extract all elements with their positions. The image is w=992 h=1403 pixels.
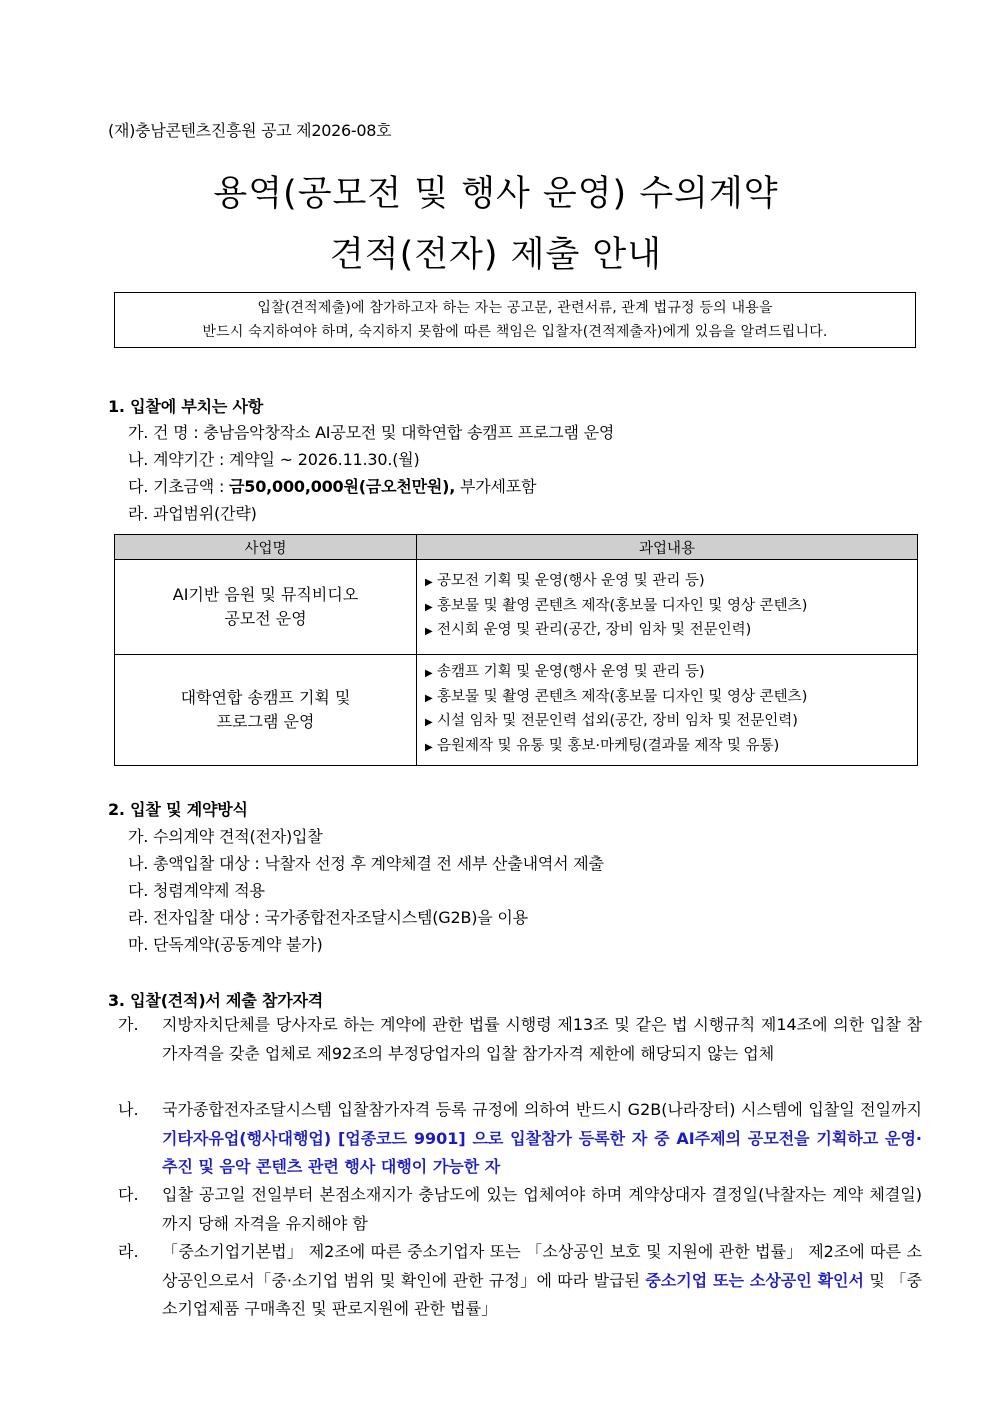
header-project-name: 사업명	[115, 535, 417, 560]
caution-line-1: 입찰(견적제출)에 참가하고자 하는 자는 공고문, 관련서류, 관계 법규정 등의 내용을	[257, 300, 773, 316]
section2-item: 가. 수의계약 견적(전자)입찰	[128, 827, 323, 846]
section3-heading: 3. 입찰(견적)서 제출 참가자격	[108, 991, 323, 1010]
item-text: 입찰 공고일 전일부터 본점소재지가 충남도에 있는 업체여야 하며 계약상대자 결정일(낙찰자는 계약 체결일)까지 당해 자격을 유지해야 함	[162, 1185, 922, 1233]
eligibility-item-b	[118, 1096, 922, 1182]
scope-table	[114, 534, 918, 766]
caution-notice-box	[114, 292, 916, 348]
bullet-icon: ▶	[425, 577, 433, 589]
task-content-cell	[417, 655, 918, 766]
task-item: ▶ 음원제작 및 유통 및 홍보·마케팅(결과물 제작 및 유통)	[425, 735, 909, 760]
task-item: ▶ 시설 임차 및 전문인력 섭외(공간, 장비 임차 및 전문인력)	[425, 710, 909, 735]
budget-label: 다. 기초금액 :	[128, 477, 230, 496]
eligibility-item-a	[118, 1011, 922, 1068]
project-name-cell	[115, 560, 417, 655]
task-item: ▶ 송캠프 기획 및 운영(행사 운영 및 관리 등)	[425, 661, 909, 686]
item-text: 지방자치단체를 당사자로 하는 계약에 관한 법률 시행령 제13조 및 같은 법 시행규칙 제14조에 의한 입찰 참가자격을 갖춘 업체로 제92조의 부정당업자의 입찰 참가자격 제한에 해당되지 않는 업체	[162, 1015, 922, 1063]
section2-item: 라. 전자입찰 대상 : 국가종합전자조달시스템(G2B)을 이용	[128, 908, 528, 927]
section1-item-title: 가. 건 명 : 충남음악창작소 AI공모전 및 대학연합 송캠프 프로그램 운영	[128, 423, 615, 442]
project-name-cell	[115, 655, 417, 766]
budget-vat: 부가세포함	[455, 477, 537, 496]
notice-number: (재)충남콘텐츠진흥원 공고 제2026-08호	[108, 121, 392, 140]
scope-table-header	[115, 535, 918, 560]
item-label: 다.	[118, 1185, 139, 1204]
document-title-line2: 견적(전자) 제출 안내	[329, 235, 663, 275]
bullet-icon: ▶	[425, 717, 433, 728]
bullet-icon: ▶	[425, 626, 433, 638]
item-label: 라.	[118, 1242, 139, 1261]
item-text: 「중소기업기본법」 제2조에 따른 중소기업자 또는 「소상공인 보호 및 지원에 관한 법률」 제2조에 따른 소상공인으로서「중·소기업 범위 및 확인에 관한 규정」에 따라 발급된 중소기업 또는 소상공인 확인서 및 「중소기업제품 구매촉진 및 판로지원에 관한 법률」	[162, 1242, 922, 1318]
budget-amount: 금50,000,000원(금오천만원),	[229, 477, 456, 496]
bullet-icon: ▶	[425, 601, 433, 613]
task-item: ▶ 홍보물 및 촬영 콘텐츠 제작(홍보물 디자인 및 영상 콘텐츠)	[425, 595, 909, 620]
sme-certificate: 중소기업 또는 소상공인 확인서	[645, 1270, 864, 1290]
bullet-icon: ▶	[425, 741, 433, 753]
section2-item: 다. 청렴계약제 적용	[128, 881, 265, 900]
caution-line-2: 반드시 숙지하여야 하며, 숙지하지 못함에 따른 책임은 입찰자(견적제출자)에게 있음을 알려드립니다.	[202, 324, 828, 340]
section2-heading: 2. 입찰 및 계약방식	[108, 800, 248, 819]
item-label: 가.	[118, 1015, 139, 1034]
eligibility-item-c	[118, 1181, 922, 1238]
task-item: ▶ 전시회 운영 및 관리(공간, 장비 임차 및 전문인력)	[425, 619, 909, 644]
item-text: 국가종합전자조달시스템 입찰참가자격 등록 규정에 의하여 반드시 G2B(나라장터) 시스템에 입찰일 전일까지 기타자유업(행사대행업) [업종코드 9901] 으로 입찰참가 등록한 자 중 AI주제의 공모전을 기획하고 운영·추진 및 음악 콘텐츠 관련 행사 대행이 가능한 자	[162, 1100, 922, 1176]
project-name-line: 프로그램 운영	[216, 712, 315, 731]
section1-heading: 1. 입찰에 부치는 사항	[108, 397, 263, 416]
table-row	[115, 560, 918, 655]
item-label: 나.	[118, 1100, 139, 1119]
required-business-type: 기타자유업(행사대행업) [업종코드 9901] 으로 입찰참가 등록한 자 중 AI주제의 공모전을 기획하고 운영·추진 및 음악 콘텐츠 관련 행사 대행이 가능한 자	[162, 1128, 922, 1176]
project-name-line: 공모전 운영	[224, 609, 307, 628]
bullet-icon: ▶	[425, 668, 433, 679]
project-name-line: AI기반 음원 및 뮤직비디오	[172, 585, 359, 604]
task-item: ▶ 홍보물 및 촬영 콘텐츠 제작(홍보물 디자인 및 영상 콘텐츠)	[425, 686, 909, 711]
document-title-line1: 용역(공모전 및 행사 운영) 수의계약	[213, 174, 779, 214]
section2-item: 나. 총액입찰 대상 : 낙찰자 선정 후 계약체결 전 세부 산출내역서 제출	[128, 854, 604, 873]
section2-item: 마. 단독계약(공동계약 불가)	[128, 935, 323, 954]
section1-item-budget	[128, 474, 536, 497]
task-content-cell	[417, 560, 918, 655]
section1-item-period: 나. 계약기간 : 계약일 ~ 2026.11.30.(월)	[128, 450, 420, 469]
section1-item-scope: 라. 과업범위(간략)	[128, 504, 257, 523]
bullet-icon: ▶	[425, 692, 433, 704]
eligibility-item-d	[118, 1238, 922, 1324]
header-task-content: 과업내용	[417, 535, 918, 560]
project-name-line: 대학연합 송캠프 기획 및	[180, 688, 351, 707]
table-row	[115, 655, 918, 766]
task-item: ▶ 공모전 기획 및 운영(행사 운영 및 관리 등)	[425, 570, 909, 595]
